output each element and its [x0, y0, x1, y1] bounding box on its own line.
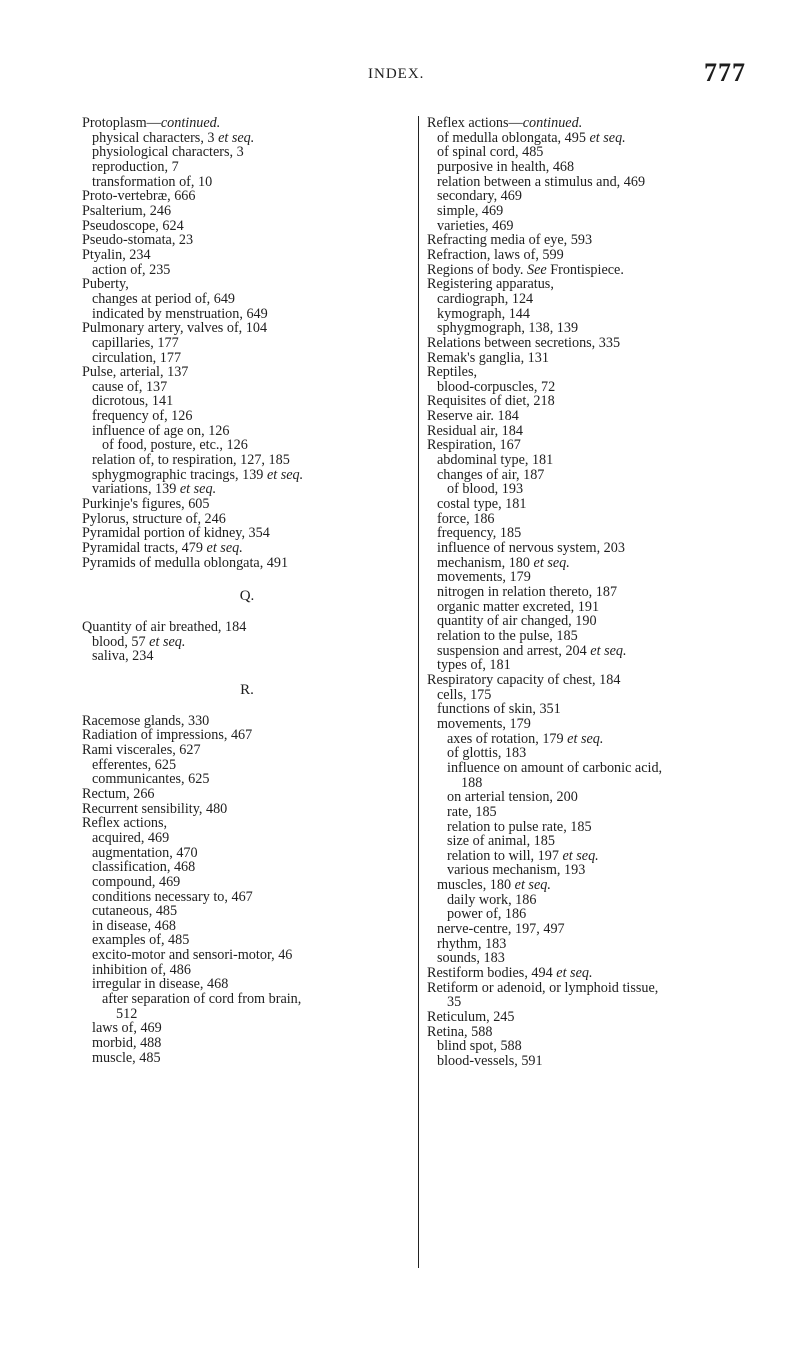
index-entry: [427, 981, 757, 996]
index-subentry: [427, 790, 757, 805]
entry-text: cutaneous, 485: [92, 903, 178, 920]
index-subentry: [82, 307, 412, 322]
index-subentry: [82, 933, 412, 948]
index-subentry: [427, 1054, 757, 1069]
entry-text: relation of, to respiration, 127, 185: [92, 452, 290, 469]
entry-text: Puberty,: [82, 276, 129, 293]
entry-text: varieties, 469: [437, 217, 514, 234]
entry-italic: et seq.: [206, 540, 243, 557]
entry-italic: et seq.: [533, 554, 570, 571]
entry-italic: et seq.: [179, 481, 217, 498]
entry-text: 512: [116, 1005, 138, 1022]
index-subentry: [427, 746, 757, 761]
index-subentry: [82, 890, 412, 905]
entry-text: Recurrent sensibility, 480: [82, 800, 228, 817]
entry-text: circulation, 177: [92, 349, 182, 366]
index-entry: [427, 409, 757, 424]
entry-text: size of animal, 185: [447, 833, 555, 850]
entry-text: blood, 57: [92, 633, 150, 650]
entry-text: Respiration, 167: [427, 437, 521, 454]
entry-text: Pyramidal tracts, 479: [82, 540, 207, 557]
entry-text: after separation of cord from brain,: [102, 991, 302, 1008]
entry-text: changes at period of, 649: [92, 290, 236, 307]
entry-text: of spinal cord, 485: [437, 144, 544, 161]
index-subentry: [82, 992, 412, 1007]
entry-text: muscle, 485: [92, 1049, 161, 1066]
index-subentry: [82, 1036, 412, 1051]
index-subentry: [427, 951, 757, 966]
entry-text: acquired, 469: [92, 829, 170, 846]
entry-text: cardiograph, 124: [437, 290, 534, 307]
index-entry: [427, 233, 757, 248]
index-subentry: [427, 644, 757, 659]
entry-text: influence of nervous system, 203: [437, 540, 625, 557]
index-entry: [82, 321, 412, 336]
index-subentry: [82, 438, 412, 453]
entry-text: types of, 181: [437, 657, 511, 674]
entry-text-after: Frontispiece.: [546, 261, 624, 278]
index-subentry: [82, 860, 412, 875]
entry-text: Rami viscerales, 627: [82, 741, 201, 758]
entry-text: inhibition of, 486: [92, 961, 191, 978]
index-subentry: [427, 204, 757, 219]
entry-text: kymograph, 144: [437, 305, 530, 322]
entry-text: Refraction, laws of, 599: [427, 246, 564, 263]
entry-text: Quantity of air breathed, 184: [82, 619, 247, 635]
index-entry: [427, 424, 757, 439]
index-entry: [427, 438, 757, 453]
index-entry: [82, 204, 412, 219]
entry-text: Pulse, arterial, 137: [82, 364, 189, 381]
entry-text: Pyramids of medulla oblongata, 491: [82, 554, 289, 571]
entry-text: axes of rotation, 179: [447, 730, 568, 747]
index-subentry: [427, 1039, 757, 1054]
index-entry: [82, 802, 412, 817]
index-subentry: [427, 292, 757, 307]
entry-italic: et seq.: [218, 129, 255, 146]
index-entry: [82, 219, 412, 234]
index-subentry: [82, 1051, 412, 1066]
index-subentry: [427, 468, 757, 483]
entry-text: Reticulum, 245: [427, 1009, 515, 1026]
entry-text: Retiform or adenoid, or lymphoid tissue,: [427, 979, 659, 996]
index-subentry: [427, 805, 757, 820]
index-subentry: [427, 219, 757, 234]
index-subentry: [82, 131, 412, 146]
index-subentry: [82, 919, 412, 934]
entry-text: rate, 185: [447, 803, 497, 820]
index-subentry: [427, 453, 757, 468]
index-subentry: [82, 424, 412, 439]
index-subentry: [82, 351, 412, 366]
entry-text: simple, 469: [437, 202, 504, 219]
entry-text: sphygmographic tracings, 139: [92, 466, 267, 483]
index-subentry: [82, 453, 412, 468]
entry-text: force, 186: [437, 510, 495, 527]
index-subentry: [427, 863, 757, 878]
entry-text: augmentation, 470: [92, 844, 198, 861]
entry-text: changes of air, 187: [437, 466, 545, 483]
entry-text: costal type, 181: [437, 496, 527, 513]
entry-italic: et seq.: [562, 847, 599, 864]
entry-text: reproduction, 7: [92, 158, 179, 175]
entry-text: rhythm, 183: [437, 935, 507, 952]
entry-text: influence on amount of carbonic acid,: [447, 759, 663, 776]
entry-text: mechanism, 180: [437, 554, 534, 571]
entry-italic: et seq.: [266, 466, 304, 483]
index-entry: [82, 277, 412, 292]
entry-text: Regions of body.: [427, 261, 527, 278]
index-subentry: [427, 907, 757, 922]
index-entry: [82, 787, 412, 802]
index-subentry: [427, 497, 757, 512]
index-subentry: [82, 160, 412, 175]
entry-italic: et seq.: [567, 730, 604, 747]
entry-text: capillaries, 177: [92, 334, 179, 351]
index-subentry: [427, 585, 757, 600]
index-subentry: [427, 878, 757, 893]
entry-text: Reflex actions—: [427, 115, 523, 131]
entry-text: daily work, 186: [447, 891, 537, 908]
index-subentry: [427, 776, 757, 791]
index-subentry: [427, 321, 757, 336]
entry-text: Pseudo-stomata, 23: [82, 232, 194, 249]
entry-text: communicantes, 625: [92, 771, 210, 788]
entry-text: relation to will, 197: [447, 847, 563, 864]
index-subentry: [427, 820, 757, 835]
entry-text: Ptyalin, 234: [82, 246, 151, 263]
running-head: INDEX.: [368, 66, 425, 82]
entry-text: Respiratory capacity of chest, 184: [427, 671, 621, 688]
entry-text: Requisites of diet, 218: [427, 393, 555, 410]
entry-text: Pulmonary artery, valves of, 104: [82, 320, 268, 337]
entry-text: indicated by menstruation, 649: [92, 305, 268, 322]
index-subentry: [82, 1021, 412, 1036]
entry-text: saliva, 234: [92, 648, 154, 665]
index-subentry: [82, 875, 412, 890]
index-entry: [427, 116, 757, 131]
index-subentry: [427, 307, 757, 322]
index-entry: [82, 512, 412, 527]
index-subentry: [82, 482, 412, 497]
entry-italic: et seq.: [590, 642, 627, 659]
entry-text: functions of skin, 351: [437, 701, 561, 718]
entry-text: sphygmograph, 138, 139: [437, 320, 579, 337]
index-subentry: [82, 145, 412, 160]
index-entry: [82, 541, 412, 556]
entry-text: Registering apparatus,: [427, 276, 554, 293]
entry-text: 35: [447, 994, 462, 1011]
index-entry: [82, 728, 412, 743]
index-subentry: [427, 629, 757, 644]
index-subentry: [82, 904, 412, 919]
entry-text: blood-corpuscles, 72: [437, 378, 556, 395]
index-entry: [427, 673, 757, 688]
entry-text: Refracting media of eye, 593: [427, 232, 593, 249]
entry-text: physical characters, 3: [92, 129, 219, 146]
entry-text: secondary, 469: [437, 188, 522, 205]
entry-text: excito-motor and sensori-motor, 46: [92, 947, 293, 964]
index-subentry: [427, 482, 757, 497]
index-subentry: [82, 772, 412, 787]
index-subentry: [427, 570, 757, 585]
index-subentry: [427, 512, 757, 527]
entry-text: of medulla oblongata, 495: [437, 129, 590, 146]
index-entry: [82, 189, 412, 204]
entry-text: action of, 235: [92, 261, 171, 278]
index-subentry: [427, 541, 757, 556]
index-entry: [82, 743, 412, 758]
entry-text: Racemose glands, 330: [82, 712, 210, 729]
index-entry: [82, 816, 412, 831]
entry-text: Proto-vertebræ, 666: [82, 188, 196, 205]
entry-text: influence of age on, 126: [92, 422, 230, 439]
index-entry: [82, 365, 412, 380]
index-subentry: [427, 937, 757, 952]
index-entry: [427, 248, 757, 263]
entry-text: cause of, 137: [92, 378, 168, 395]
entry-italic: continued.: [160, 115, 221, 131]
entry-text: Reptiles,: [427, 364, 478, 381]
entry-text: laws of, 469: [92, 1020, 162, 1037]
index-subentry: [82, 635, 412, 650]
index-entry: [82, 233, 412, 248]
entry-text: organic matter excreted, 191: [437, 598, 600, 615]
index-subentry: [82, 409, 412, 424]
entry-text: Residual air, 184: [427, 422, 523, 439]
entry-text: blood-vessels, 591: [437, 1053, 543, 1069]
entry-text: of glottis, 183: [447, 745, 527, 762]
index-entry: [82, 556, 412, 571]
index-subentry: [427, 189, 757, 204]
entry-text: conditions necessary to, 467: [92, 888, 253, 905]
index-subentry: [427, 556, 757, 571]
index-subentry: [82, 758, 412, 773]
index-subentry: [82, 977, 412, 992]
entry-text: Radiation of impressions, 467: [82, 727, 253, 744]
index-subentry: [427, 732, 757, 747]
index-subentry: [427, 849, 757, 864]
entry-text: Pseudoscope, 624: [82, 217, 184, 234]
index-entry: [427, 1025, 757, 1040]
entry-text: Relations between secretions, 335: [427, 334, 621, 351]
index-subentry: [82, 846, 412, 861]
entry-text: relation between a stimulus and, 469: [437, 173, 646, 190]
entry-text: physiological characters, 3: [92, 144, 244, 161]
index-subentry: [427, 761, 757, 776]
entry-text: Reserve air. 184: [427, 408, 519, 425]
index-column-right: [427, 116, 757, 1069]
entry-text: variations, 139: [92, 481, 180, 498]
entry-text: Restiform bodies, 494: [427, 965, 557, 982]
index-entry: [82, 116, 412, 131]
index-entry: [82, 497, 412, 512]
entry-text: power of, 186: [447, 906, 527, 923]
index-subentry: [82, 263, 412, 278]
index-column-left: [82, 116, 412, 1065]
entry-italic: et seq.: [514, 877, 551, 894]
entry-text: Rectum, 266: [82, 785, 155, 802]
index-entry: [82, 714, 412, 729]
entry-italic: et seq.: [149, 633, 186, 650]
index-subentry: [82, 831, 412, 846]
index-subentry: [82, 394, 412, 409]
entry-text: transformation of, 10: [92, 173, 213, 190]
entry-text: nerve-centre, 197, 497: [437, 921, 565, 938]
entry-text: frequency of, 126: [92, 408, 193, 425]
entry-text: Remak's ganglia, 131: [427, 349, 549, 366]
page-number: 777: [704, 58, 746, 87]
index-subentry: [82, 1007, 412, 1022]
index-subentry: [427, 175, 757, 190]
index-subentry: [427, 160, 757, 175]
entry-text: Pyramidal portion of kidney, 354: [82, 525, 270, 542]
entry-text: dicrotous, 141: [92, 393, 174, 410]
index-entry: [82, 620, 412, 635]
entry-text: Protoplasm—: [82, 115, 161, 131]
index-entry: [82, 526, 412, 541]
page-header: [0, 58, 800, 96]
index-subentry: [427, 145, 757, 160]
index-entry: [427, 336, 757, 351]
entry-text: Pylorus, structure of, 246: [82, 510, 226, 527]
entry-text: blind spot, 588: [437, 1038, 522, 1055]
index-subentry: [427, 995, 757, 1010]
index-subentry: [427, 658, 757, 673]
entry-italic: See: [526, 261, 547, 278]
index-subentry: [82, 963, 412, 978]
entry-text: of blood, 193: [447, 481, 524, 498]
index-entry: [427, 351, 757, 366]
entry-text: 188: [461, 774, 483, 791]
entry-text: compound, 469: [92, 873, 181, 890]
index-subentry: [427, 526, 757, 541]
entry-text: purposive in health, 468: [437, 158, 575, 175]
entry-text: cells, 175: [437, 686, 492, 703]
index-subentry: [427, 614, 757, 629]
section-letter: Q.: [239, 588, 255, 605]
entry-text: classification, 468: [92, 859, 196, 876]
index-subentry: [427, 702, 757, 717]
entry-italic: et seq.: [589, 129, 626, 146]
column-divider: [418, 116, 419, 1268]
entry-text: irregular in disease, 468: [92, 976, 229, 993]
entry-text: Purkinje's figures, 605: [82, 496, 210, 513]
index-subentry: [82, 948, 412, 963]
entry-text: examples of, 485: [92, 932, 190, 949]
entry-text: in disease, 468: [92, 917, 176, 934]
section-letter: R.: [240, 681, 254, 698]
entry-text: movements, 179: [437, 715, 531, 732]
entry-text: various mechanism, 193: [447, 862, 586, 879]
index-subentry: [82, 649, 412, 664]
entry-text: movements, 179: [437, 569, 531, 586]
entry-text: quantity of air changed, 190: [437, 613, 597, 630]
entry-text: efferentes, 625: [92, 756, 177, 773]
entry-text: abdominal type, 181: [437, 452, 554, 469]
index-subentry: [427, 717, 757, 732]
index-entry: [427, 277, 757, 292]
entry-text: Reflex actions,: [82, 815, 168, 832]
entry-text: relation to the pulse, 185: [437, 627, 578, 644]
entry-italic: continued.: [522, 115, 583, 131]
index-subentry: [427, 893, 757, 908]
entry-text: sounds, 183: [437, 950, 505, 967]
index-subentry: [82, 380, 412, 395]
index-subentry: [82, 175, 412, 190]
index-subentry: [427, 834, 757, 849]
index-subentry: [82, 336, 412, 351]
entry-text: frequency, 185: [437, 525, 522, 542]
index-entry: [427, 263, 757, 278]
index-entry: [427, 365, 757, 380]
index-subentry: [427, 688, 757, 703]
index-subentry: [427, 600, 757, 615]
entry-text: morbid, 488: [92, 1035, 162, 1052]
index-subentry: [427, 922, 757, 937]
entry-text: muscles, 180: [437, 877, 515, 894]
index-subentry: [427, 131, 757, 146]
index-subentry: [82, 292, 412, 307]
index-subentry: [82, 468, 412, 483]
index-entry: [427, 394, 757, 409]
index-entry: [427, 966, 757, 981]
entry-text: relation to pulse rate, 185: [447, 818, 592, 835]
entry-text: nitrogen in relation thereto, 187: [437, 584, 618, 600]
entry-text: on arterial tension, 200: [447, 789, 578, 806]
index-entry: [82, 248, 412, 263]
entry-italic: et seq.: [556, 965, 593, 982]
entry-text: suspension and arrest, 204: [437, 642, 591, 659]
entry-text: of food, posture, etc., 126: [102, 437, 248, 454]
index-entry: [427, 1010, 757, 1025]
index-subentry: [427, 380, 757, 395]
entry-text: Retina, 588: [427, 1023, 493, 1040]
entry-text: Psalterium, 246: [82, 202, 172, 219]
